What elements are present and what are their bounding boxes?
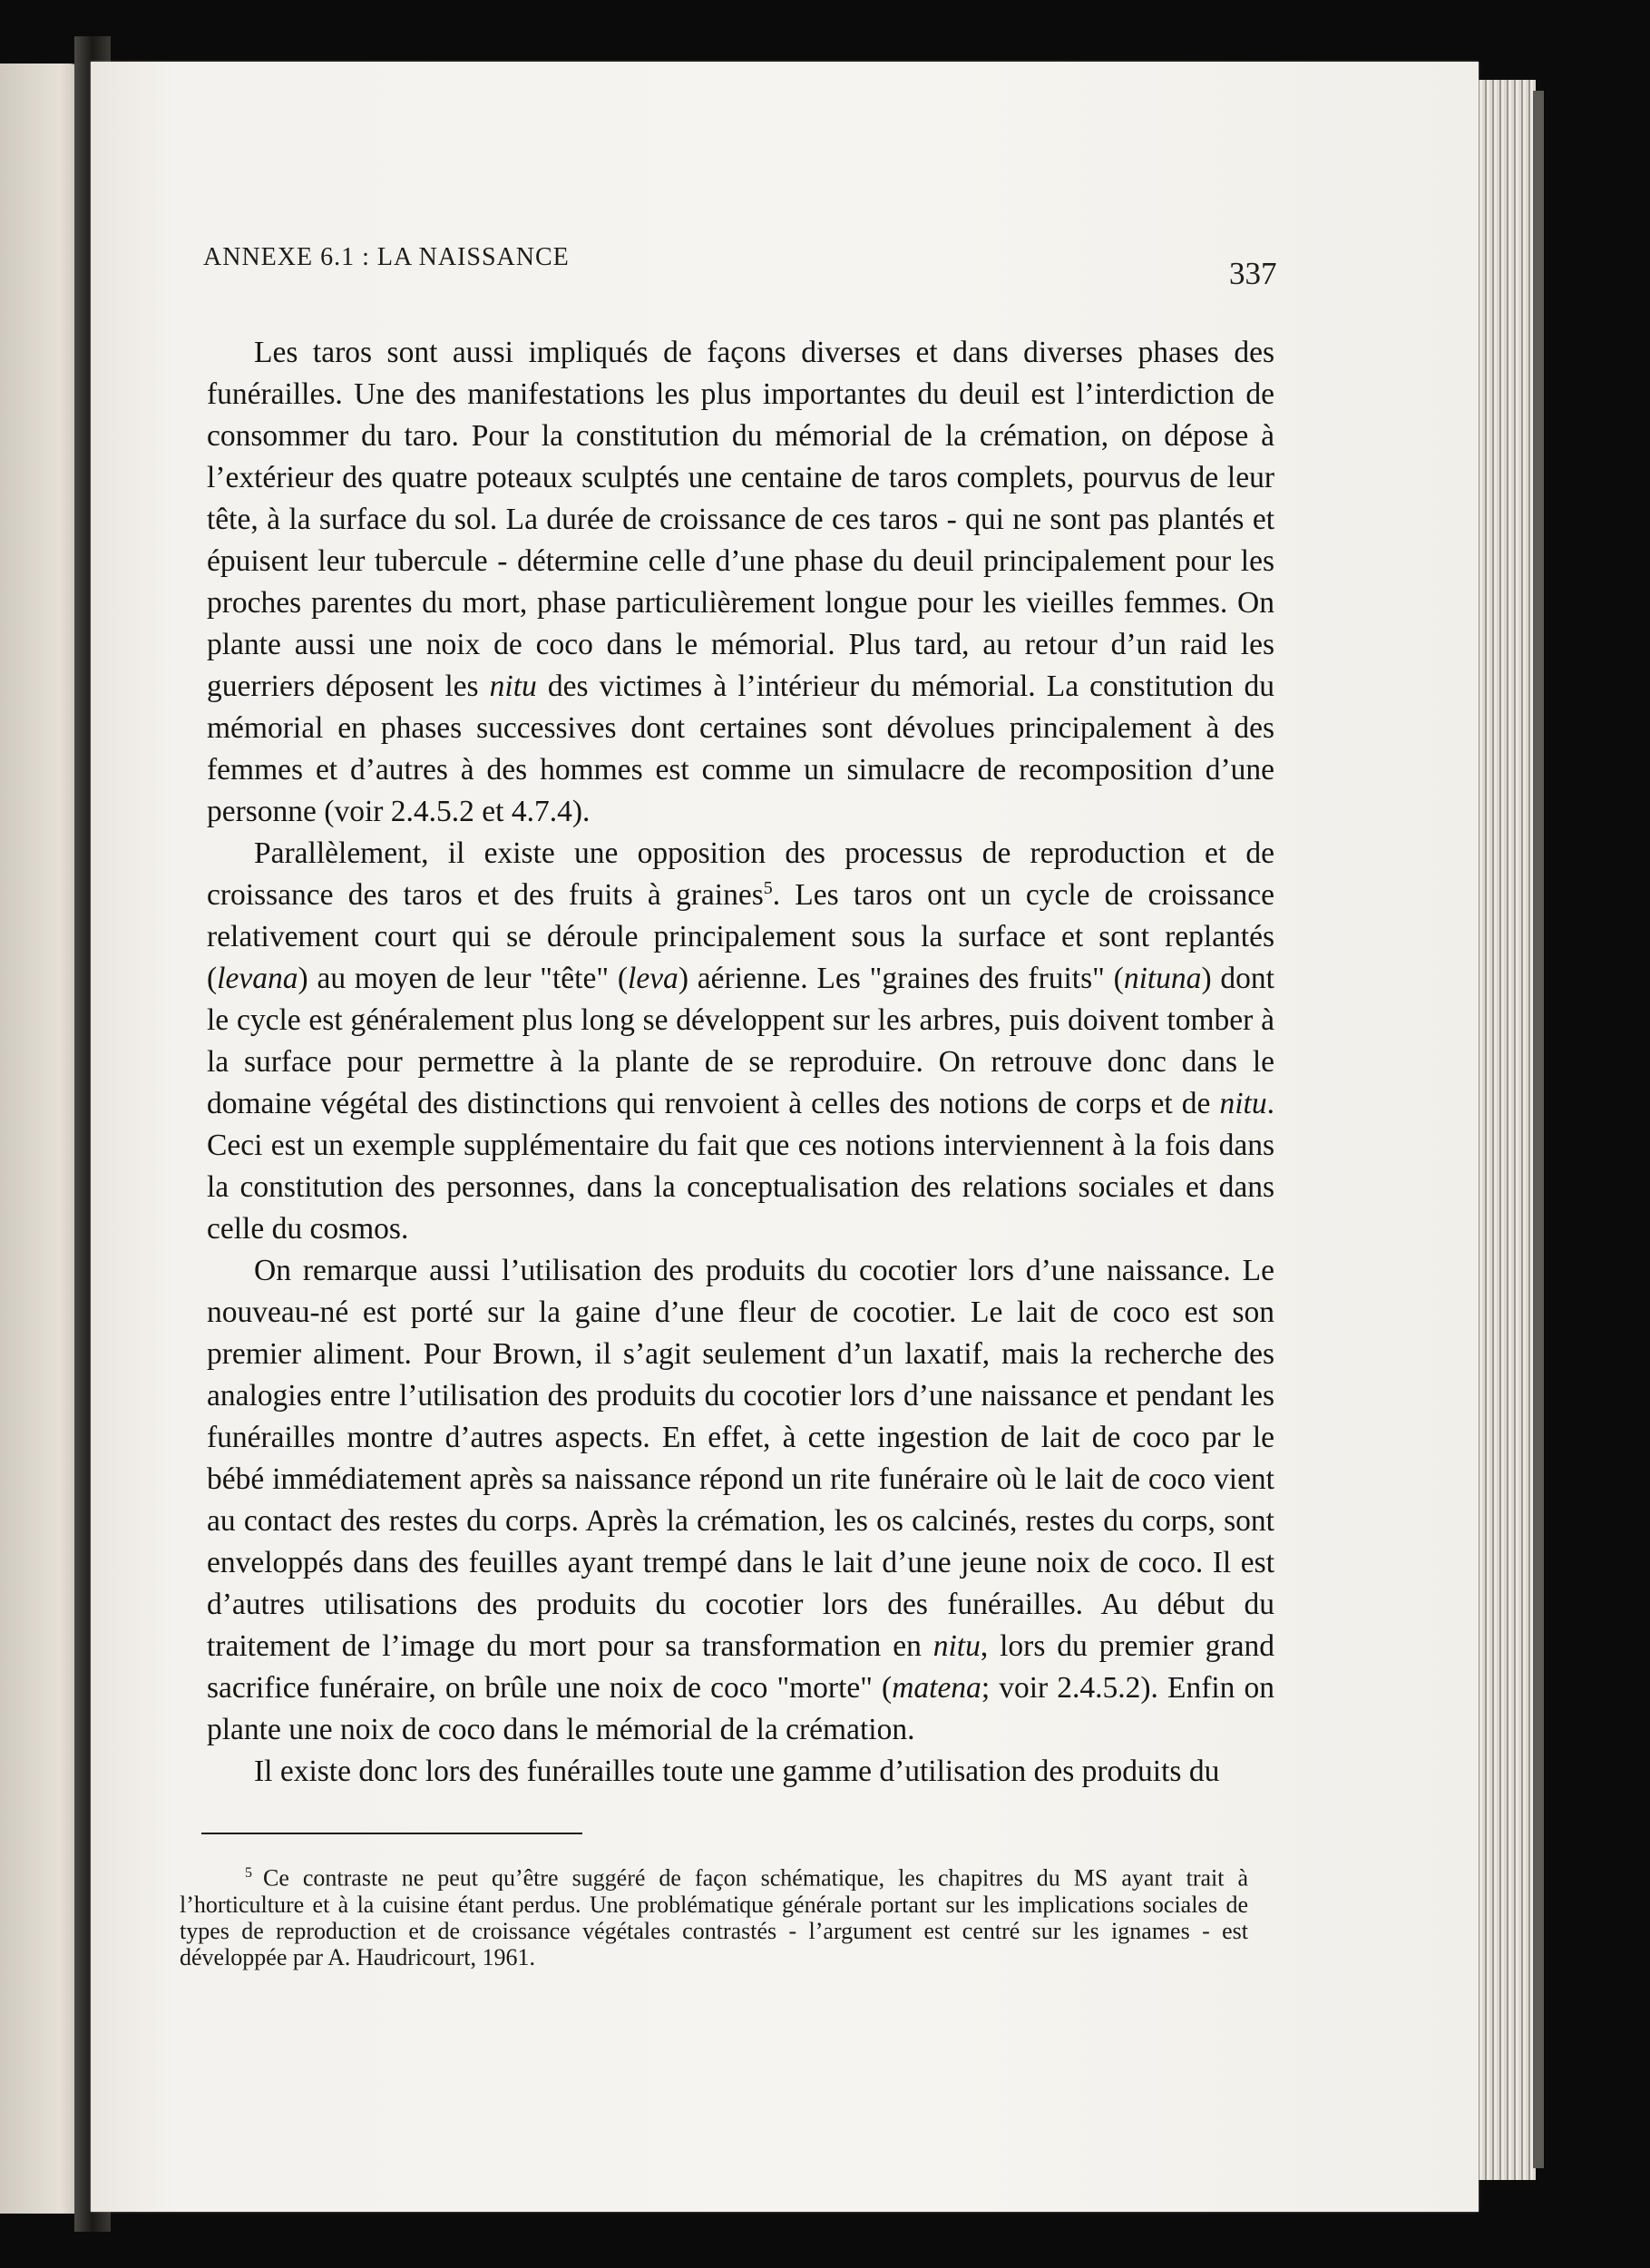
text-run: Il existe donc lors des funérailles toute une gamme d’utilisation des produits du <box>254 1755 1220 1788</box>
paragraph <box>207 1250 1274 1751</box>
footnote-marker: 5 <box>245 1865 252 1881</box>
text-run: Parallèlement, il existe une opposition des processus de reproduction et de croissance des taros et des fruits à graines <box>207 836 1274 912</box>
footnote-rule <box>201 1833 582 1834</box>
text-run: ) au moyen de leur "tête" ( <box>298 962 629 995</box>
text-run: , lors du premier grand sacrifice funéraire, on brûle une noix de coco "morte" ( <box>207 1629 1274 1705</box>
text-run: ) aérienne. Les "graines des fruits" ( <box>678 962 1124 995</box>
footnote <box>180 1860 1248 1970</box>
page-number: 337 <box>1229 256 1277 291</box>
book-cover-edge <box>1533 91 1544 2168</box>
paragraph <box>207 1751 1274 1793</box>
italic-term: levana <box>217 962 298 995</box>
text-run: ) dont le cycle est généralement plus long se développent sur les arbres, puis doivent tomber à la surface pour permettre à la plante de se reproduire. On retrouve donc dans le domaine végétal des distinctions qui renvoient à celles des notions de corps et de <box>207 962 1274 1120</box>
text-run: des victimes à l’intérieur du mémorial. La constitution du mémorial en phases successives dont certaines sont dévolues principalement à des femmes et d’autres à des hommes est comme un simulacre de recomposition d’une personne (voir 2.4.5.2 et 4.7.4). <box>207 670 1274 828</box>
text-run: . Les taros ont un cycle de croissance relativement court qui se déroule principalement sous la surface et sont replantés ( <box>207 878 1274 995</box>
text-run: . Ceci est un exemple supplémentaire du fait que ces notions interviennent à la fois dans la constitution des personnes, dans la conceptualisation des relations sociales et dans celle du cosmos. <box>207 1087 1274 1246</box>
footnote-reference: 5 <box>763 877 773 898</box>
paragraph <box>207 833 1274 1250</box>
paragraph <box>207 332 1274 833</box>
italic-term: nitu <box>1219 1087 1267 1120</box>
italic-term: nituna <box>1123 962 1202 995</box>
italic-term: matena <box>892 1671 981 1705</box>
italic-term: nitu <box>932 1629 981 1663</box>
text-run: Les taros sont aussi impliqués de façons diverses et dans diverses phases des funérailles. Une des manifestations les plus importantes du deuil est l’interdiction de consommer du taro. Pour la constitution du mémorial de la crémation, on dépose à l’extérieur des quatre poteaux sculptés une centaine de taros complets, pourvus de leur tête, à la surface du sol. La durée de croissance de ces taros - qui ne sont pas plantés et épuisent leur tubercule - détermine celle d’une phase du deuil principalement pour les proches parentes du mort, phase particulièrement longue pour les vieilles femmes. On plante aussi une noix de coco dans le mémorial. Plus tard, au retour d’un raid les guerriers déposent les <box>207 336 1274 703</box>
body-text <box>207 332 1274 1793</box>
italic-term: nitu <box>489 670 537 703</box>
footnote-text: Ce contraste ne peut qu’être suggéré de façon schématique, les chapitres du MS ayant trait à l’horticulture et à la cuisine étant perdus. Une problématique générale portant sur les implications sociales de types de reproduction et de croissance végétales contrastés - l’argument est centré sur les ignames - est développée par A. Haudricourt, 1961. <box>180 1864 1248 1970</box>
italic-term: leva <box>628 962 679 995</box>
text-run: On remarque aussi l’utilisation des produits du cocotier lors d’une naissance. Le nouveau-né est porté sur la gaine d’une fleur de cocotier. Le lait de coco est son premier aliment. Pour Brown, il s’agit seulement d’un laxatif, mais la recherche des analogies entre l’utilisation des produits du cocotier lors d’une naissance et pendant les funérailles montre d’autres aspects. En effet, à cette ingestion de lait de coco par le bébé immédiatement après sa naissance répond un rite funéraire où le lait de coco vient au contact des restes du corps. Après la crémation, les os calcinés, restes du corps, sont enveloppés dans des feuilles ayant trempé dans le lait d’une jeune noix de coco. Il est d’autres utilisations des produits du cocotier lors des funérailles. Au début du traitement de l’image du mort pour sa transformation en <box>207 1254 1274 1663</box>
left-page-edge <box>0 64 86 2214</box>
running-head: ANNEXE 6.1 : LA NAISSANCE <box>203 243 570 271</box>
text-run: ; voir 2.4.5.2). Enfin on plante une noix de coco dans le mémorial de la crémation. <box>207 1671 1274 1746</box>
